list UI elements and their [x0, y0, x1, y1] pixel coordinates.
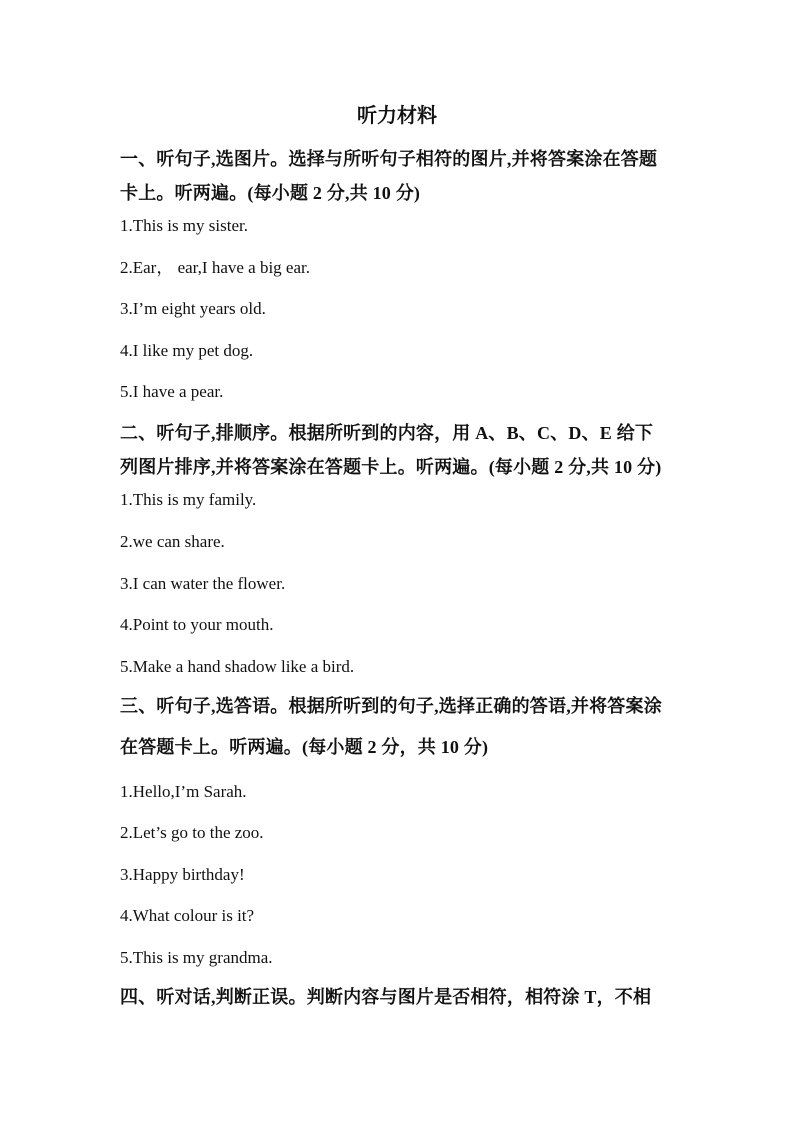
- section-4-heading-line-1: 四、听对话,判断正误。判断内容与图片是否相符，相符涂 T，不相: [120, 987, 652, 1007]
- section-1-heading-line-1: 一、听句子,选图片。选择与所听句子相符的图片,并将答案涂在答题: [120, 149, 658, 169]
- section-1-item-4: 4.I like my pet dog.: [120, 341, 254, 360]
- section-3-heading-line-1: 三、听句子,选答语。根据所听到的句子,选择正确的答语,并将答案涂: [120, 696, 662, 716]
- section-2-item-2: 2.we can share.: [120, 532, 225, 551]
- section-2-item-1: 1.This is my family.: [120, 490, 257, 509]
- page-title: 听力材料: [357, 105, 437, 127]
- section-3-item-4: 4.What colour is it?: [120, 906, 255, 925]
- section-2-heading-line-1: 二、听句子,排顺序。根据所听到的内容，用 A、B、C、D、E 给下: [120, 423, 654, 443]
- section-3-item-2: 2.Let’s go to the zoo.: [120, 823, 264, 842]
- section-1-item-1: 1.This is my sister.: [120, 216, 248, 235]
- section-1-heading-line-2: 卡上。听两遍。(每小题 2 分,共 10 分): [120, 183, 421, 203]
- section-3-item-3: 3.Happy birthday!: [120, 865, 245, 884]
- section-2-item-4: 4.Point to your mouth.: [120, 615, 274, 634]
- section-3-heading-line-2: 在答题卡上。听两遍。(每小题 2 分，共 10 分): [120, 737, 489, 757]
- section-3-item-1: 1.Hello,I’m Sarah.: [120, 782, 247, 801]
- section-1-item-2: 2.Ear， ear,I have a big ear.: [120, 258, 310, 277]
- section-2-item-5: 5.Make a hand shadow like a bird.: [120, 657, 355, 676]
- section-3-item-5: 5.This is my grandma.: [120, 948, 273, 967]
- section-1-item-3: 3.I’m eight years old.: [120, 299, 266, 318]
- section-2-item-3: 3.I can water the flower.: [120, 574, 286, 593]
- section-1-item-5: 5.I have a pear.: [120, 382, 224, 401]
- section-2-heading-line-2: 列图片排序,并将答案涂在答题卡上。听两遍。(每小题 2 分,共 10 分): [120, 457, 662, 477]
